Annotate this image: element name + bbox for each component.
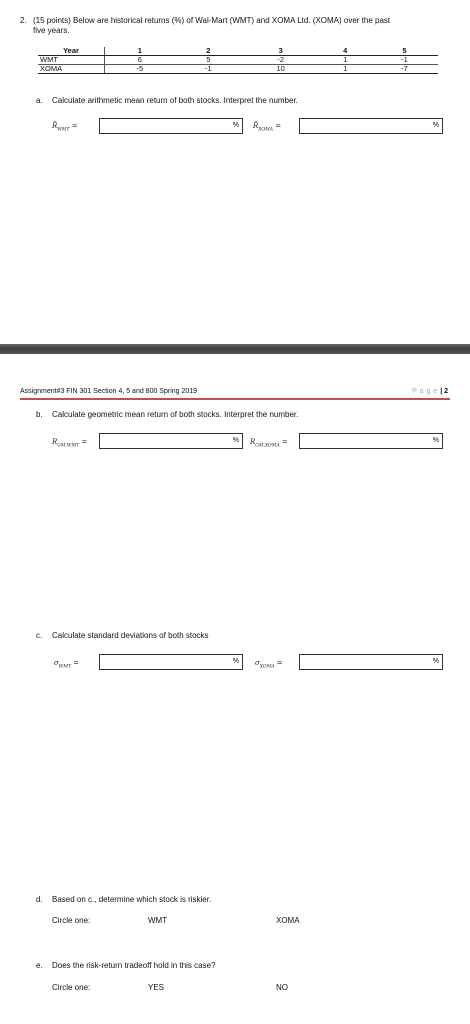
mean-xoma-subscript: XOMA	[258, 127, 273, 133]
mean-wmt-symbol: R̄	[52, 122, 58, 130]
part-b-text: Calculate geometric mean return of both stocks. Interpret the number.	[52, 410, 299, 419]
table-header-cell: 5	[371, 47, 438, 56]
row-label: XOMA	[38, 65, 105, 74]
circle-one-label: Circle one:	[52, 916, 91, 925]
gm-wmt-symbol: R	[52, 438, 58, 446]
sd-wmt-input[interactable]	[99, 654, 243, 670]
mean-xoma-input[interactable]	[299, 118, 443, 134]
table-header-cell: 4	[319, 47, 370, 56]
gm-wmt-input[interactable]	[99, 433, 243, 449]
percent-unit: %	[432, 122, 439, 129]
sd-xoma-label	[255, 659, 283, 669]
part-a-letter: a.	[36, 96, 43, 105]
sigma-wmt-symbol: σ	[54, 659, 59, 667]
option-yes[interactable]: YES	[148, 983, 165, 992]
equals-sign: =	[71, 122, 78, 130]
mean-xoma-symbol: R̄	[253, 122, 259, 130]
table-header-cell: 1	[105, 47, 175, 56]
percent-unit: %	[232, 437, 239, 444]
header-rule	[20, 398, 450, 400]
gm-wmt-label	[52, 438, 87, 448]
percent-unit: %	[232, 658, 239, 665]
percent-unit: %	[432, 437, 439, 444]
part-c-text: Calculate standard deviations of both stocks	[52, 631, 209, 640]
question-text-line-2: five years.	[33, 26, 70, 35]
part-d-letter: d.	[36, 895, 43, 904]
sigma-wmt-subscript: WMT	[58, 664, 72, 670]
table-cell: -5	[105, 65, 175, 74]
table-row	[38, 65, 438, 74]
page-number	[412, 388, 448, 395]
table-cell: 1	[319, 56, 370, 65]
page-num: | 2	[440, 388, 448, 395]
option-no[interactable]: NO	[276, 983, 288, 992]
table-cell: -2	[242, 56, 320, 65]
equals-sign: =	[276, 659, 283, 667]
percent-unit: %	[232, 122, 239, 129]
table-cell: 1	[319, 65, 370, 74]
equals-sign: =	[73, 659, 80, 667]
question-text-line-1: (15 points) Below are historical returns (%) of Wal-Mart (WMT) and XOMA Ltd. (XOMA) over the past	[33, 16, 391, 25]
mean-xoma-label	[253, 122, 281, 132]
option-xoma[interactable]: XOMA	[276, 916, 300, 925]
mean-wmt-input[interactable]	[99, 118, 243, 134]
table-cell: 5	[175, 56, 242, 65]
gm-xoma-symbol: R	[250, 438, 256, 446]
part-a-text: Calculate arithmetic mean return of both stocks. Interpret the number.	[52, 96, 298, 105]
circle-one-label: Circle one:	[52, 983, 91, 992]
gm-wmt-subscript: GM,WMT	[57, 443, 80, 449]
sd-wmt-label	[54, 659, 79, 669]
part-b-letter: b.	[36, 410, 43, 419]
part-e-text: Does the risk-return tradeoff hold in this case?	[52, 961, 216, 970]
table-header-row	[38, 47, 438, 56]
row-label: WMT	[38, 56, 105, 65]
page-header-text: Assignment#3 FIN 301 Section 4, 5 and 800 Spring 2019	[20, 388, 198, 395]
sigma-xoma-symbol: σ	[255, 659, 260, 667]
mean-wmt-label	[52, 122, 78, 132]
table-row	[38, 56, 438, 65]
sigma-xoma-subscript: XOMA	[259, 664, 275, 670]
returns-table	[38, 47, 438, 74]
percent-unit: %	[432, 658, 439, 665]
sd-xoma-input[interactable]	[299, 654, 443, 670]
gm-xoma-label	[250, 438, 288, 448]
table-cell: -1	[175, 65, 242, 74]
table-cell: 6	[105, 56, 175, 65]
equals-sign: =	[275, 122, 282, 130]
gm-xoma-input[interactable]	[299, 433, 443, 449]
table-cell: -7	[371, 65, 438, 74]
question-text	[33, 16, 453, 36]
page-divider	[0, 344, 470, 354]
equals-sign: =	[81, 438, 88, 446]
question-number: 2.	[20, 16, 27, 25]
part-e-letter: e.	[36, 961, 43, 970]
gm-xoma-subscript: GM,XOMA	[255, 443, 280, 449]
table-cell: -1	[371, 56, 438, 65]
table-header-cell: 3	[242, 47, 320, 56]
table-cell: 10	[242, 65, 320, 74]
part-c-letter: c.	[36, 631, 43, 640]
table-header-cell: Year	[38, 47, 105, 56]
page-word: P a g e	[412, 388, 438, 395]
equals-sign: =	[281, 438, 288, 446]
option-wmt[interactable]: WMT	[148, 916, 168, 925]
table-header-cell: 2	[175, 47, 242, 56]
mean-wmt-subscript: WMT	[57, 127, 70, 133]
part-d-text: Based on c., determine which stock is riskier.	[52, 895, 212, 904]
